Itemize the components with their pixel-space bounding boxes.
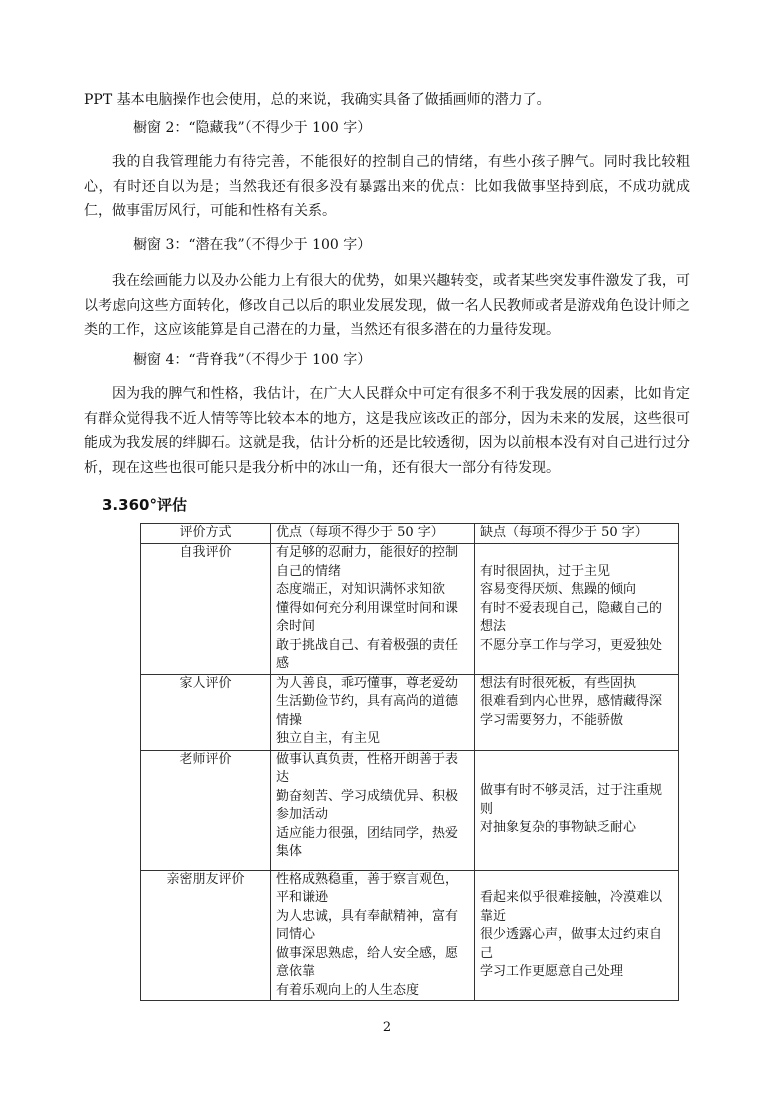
pros-item: 有足够的忍耐力，能很好的控制自己的情绪 [276, 545, 459, 579]
pros-item: 敢于挑战自己、有着极强的责任感 [276, 637, 459, 671]
pros-item: 态度端正，对知识满怀求知欲 [276, 582, 446, 597]
cons-item: 很少透露心声，做事太过约束自己 [480, 927, 663, 961]
pros-item: 性格成熟稳重，善于察言观色，平和谦逊 [276, 871, 459, 905]
window-4-text: 因为我的脾气和性格，我估计，在广大人民群众中可定有很多不利于我发展的因素，比如肯定有群众觉得我不近人情等等比较本本的地方，这是我应该改正的部分，因为未来的发展，这些很可能成为我发展的绊脚石。这就是我，估计分析的还是比较透彻，因为以前根本没有对自己进行过分析，现在这些也很可能只是我分析中的冰山一角，还有很大一部分有待发现。 [84, 386, 690, 476]
window-2-text: 我的自我管理能力有待完善，不能很好的控制自己的情绪，有些小孩子脾气。同时我比较粗心，有时还自以为是；当然我还有很多没有暴露出来的优点：比如我做事坚持到底，不成功就成仁，做事雷厉风行，可能和性格有关系。 [84, 154, 690, 219]
window-2-title: 橱窗 2：“隐藏我”（不得少于 100 字） [133, 120, 372, 136]
row-pros [271, 544, 475, 675]
cons-item: 做事有时不够灵活，过于注重规则 [480, 783, 663, 817]
row-method: 家人评价 [141, 674, 271, 750]
cons-item: 有时不爱表现自己，隐藏自己的想法 [480, 600, 663, 634]
pros-item: 有着乐观向上的人生态度 [276, 982, 420, 998]
cons-item: 容易变得厌烦、焦躁的倾向 [480, 582, 637, 597]
table-row [141, 870, 679, 1001]
pros-item: 勤奋刻苦、学习成绩优异、积极参加活动 [276, 788, 459, 822]
cons-item: 很难看到内心世界，感情藏得深 [480, 694, 663, 709]
pros-item: 为人善良，乖巧懂事，尊老爱幼 [276, 675, 459, 691]
table-row [141, 750, 679, 870]
row-method: 自我评价 [141, 544, 271, 675]
pros-item: 做事认真负责，性格开朗善于表达 [276, 751, 459, 785]
evaluation-table [140, 523, 679, 1001]
pros-item: 做事深思熟虑，给人安全感，愿意依靠 [276, 945, 459, 979]
pros-item: 为人忠诚，具有奉献精神，富有同情心 [276, 908, 459, 942]
table-header-row [141, 524, 679, 544]
pros-item: 独立自主，有主见 [276, 731, 381, 746]
intro-paragraph: PPT 基本电脑操作也会使用，总的来说，我确实具备了做插画师的潜力了。 [84, 92, 551, 108]
row-method: 亲密朋友评价 [141, 870, 271, 1001]
row-cons [475, 674, 679, 750]
row-pros [271, 870, 475, 1001]
cons-item: 看起来似乎很难接触，冷漠难以靠近 [480, 890, 663, 924]
row-pros [271, 674, 475, 750]
cons-item: 不愿分享工作与学习，更爱独处 [480, 637, 663, 653]
header-cons: 缺点（每项不得少于 50 字） [475, 524, 679, 544]
row-pros [271, 750, 475, 870]
row-cons [475, 750, 679, 870]
cons-item: 对抽象复杂的事物缺乏耐心 [480, 820, 637, 836]
row-cons [475, 870, 679, 1001]
row-method: 老师评价 [141, 750, 271, 870]
row-cons [475, 544, 679, 675]
header-method: 评价方式 [141, 524, 271, 544]
header-pros: 优点（每项不得少于 50 字） [271, 524, 475, 544]
page-number: 2 [382, 1020, 392, 1035]
table-row [141, 544, 679, 675]
window-3-title: 橱窗 3：“潜在我”（不得少于 100 字） [133, 237, 372, 253]
cons-item: 学习工作更愿意自己处理 [480, 964, 624, 979]
pros-item: 懂得如何充分利用课堂时间和课余时间 [276, 600, 459, 634]
cons-item: 想法有时很死板，有些固执 [480, 675, 637, 691]
window-3-text: 我在绘画能力以及办公能力上有很大的优势，如果兴趣转变，或者某些突发事件激发了我，可以考虑向这些方面转化，修改自己以后的职业发展发现，做一名人民教师或者是游戏角色设计师之类的工作，这应该能算是自己潜在的力量，当然还有很多潜在的力量待发现。 [84, 273, 690, 338]
cons-item: 有时很固执，过于主见 [480, 563, 611, 579]
pros-item: 适应能力很强，团结同学，热爱集体 [276, 825, 459, 859]
window-4-title: 橱窗 4：“背脊我”（不得少于 100 字） [133, 352, 372, 368]
cons-item: 学习需要努力，不能骄傲 [480, 712, 624, 728]
table-row [141, 674, 679, 750]
section-heading: 3.360°评估 [102, 496, 187, 514]
pros-item: 生活勤俭节约，具有高尚的道德情操 [276, 694, 459, 728]
